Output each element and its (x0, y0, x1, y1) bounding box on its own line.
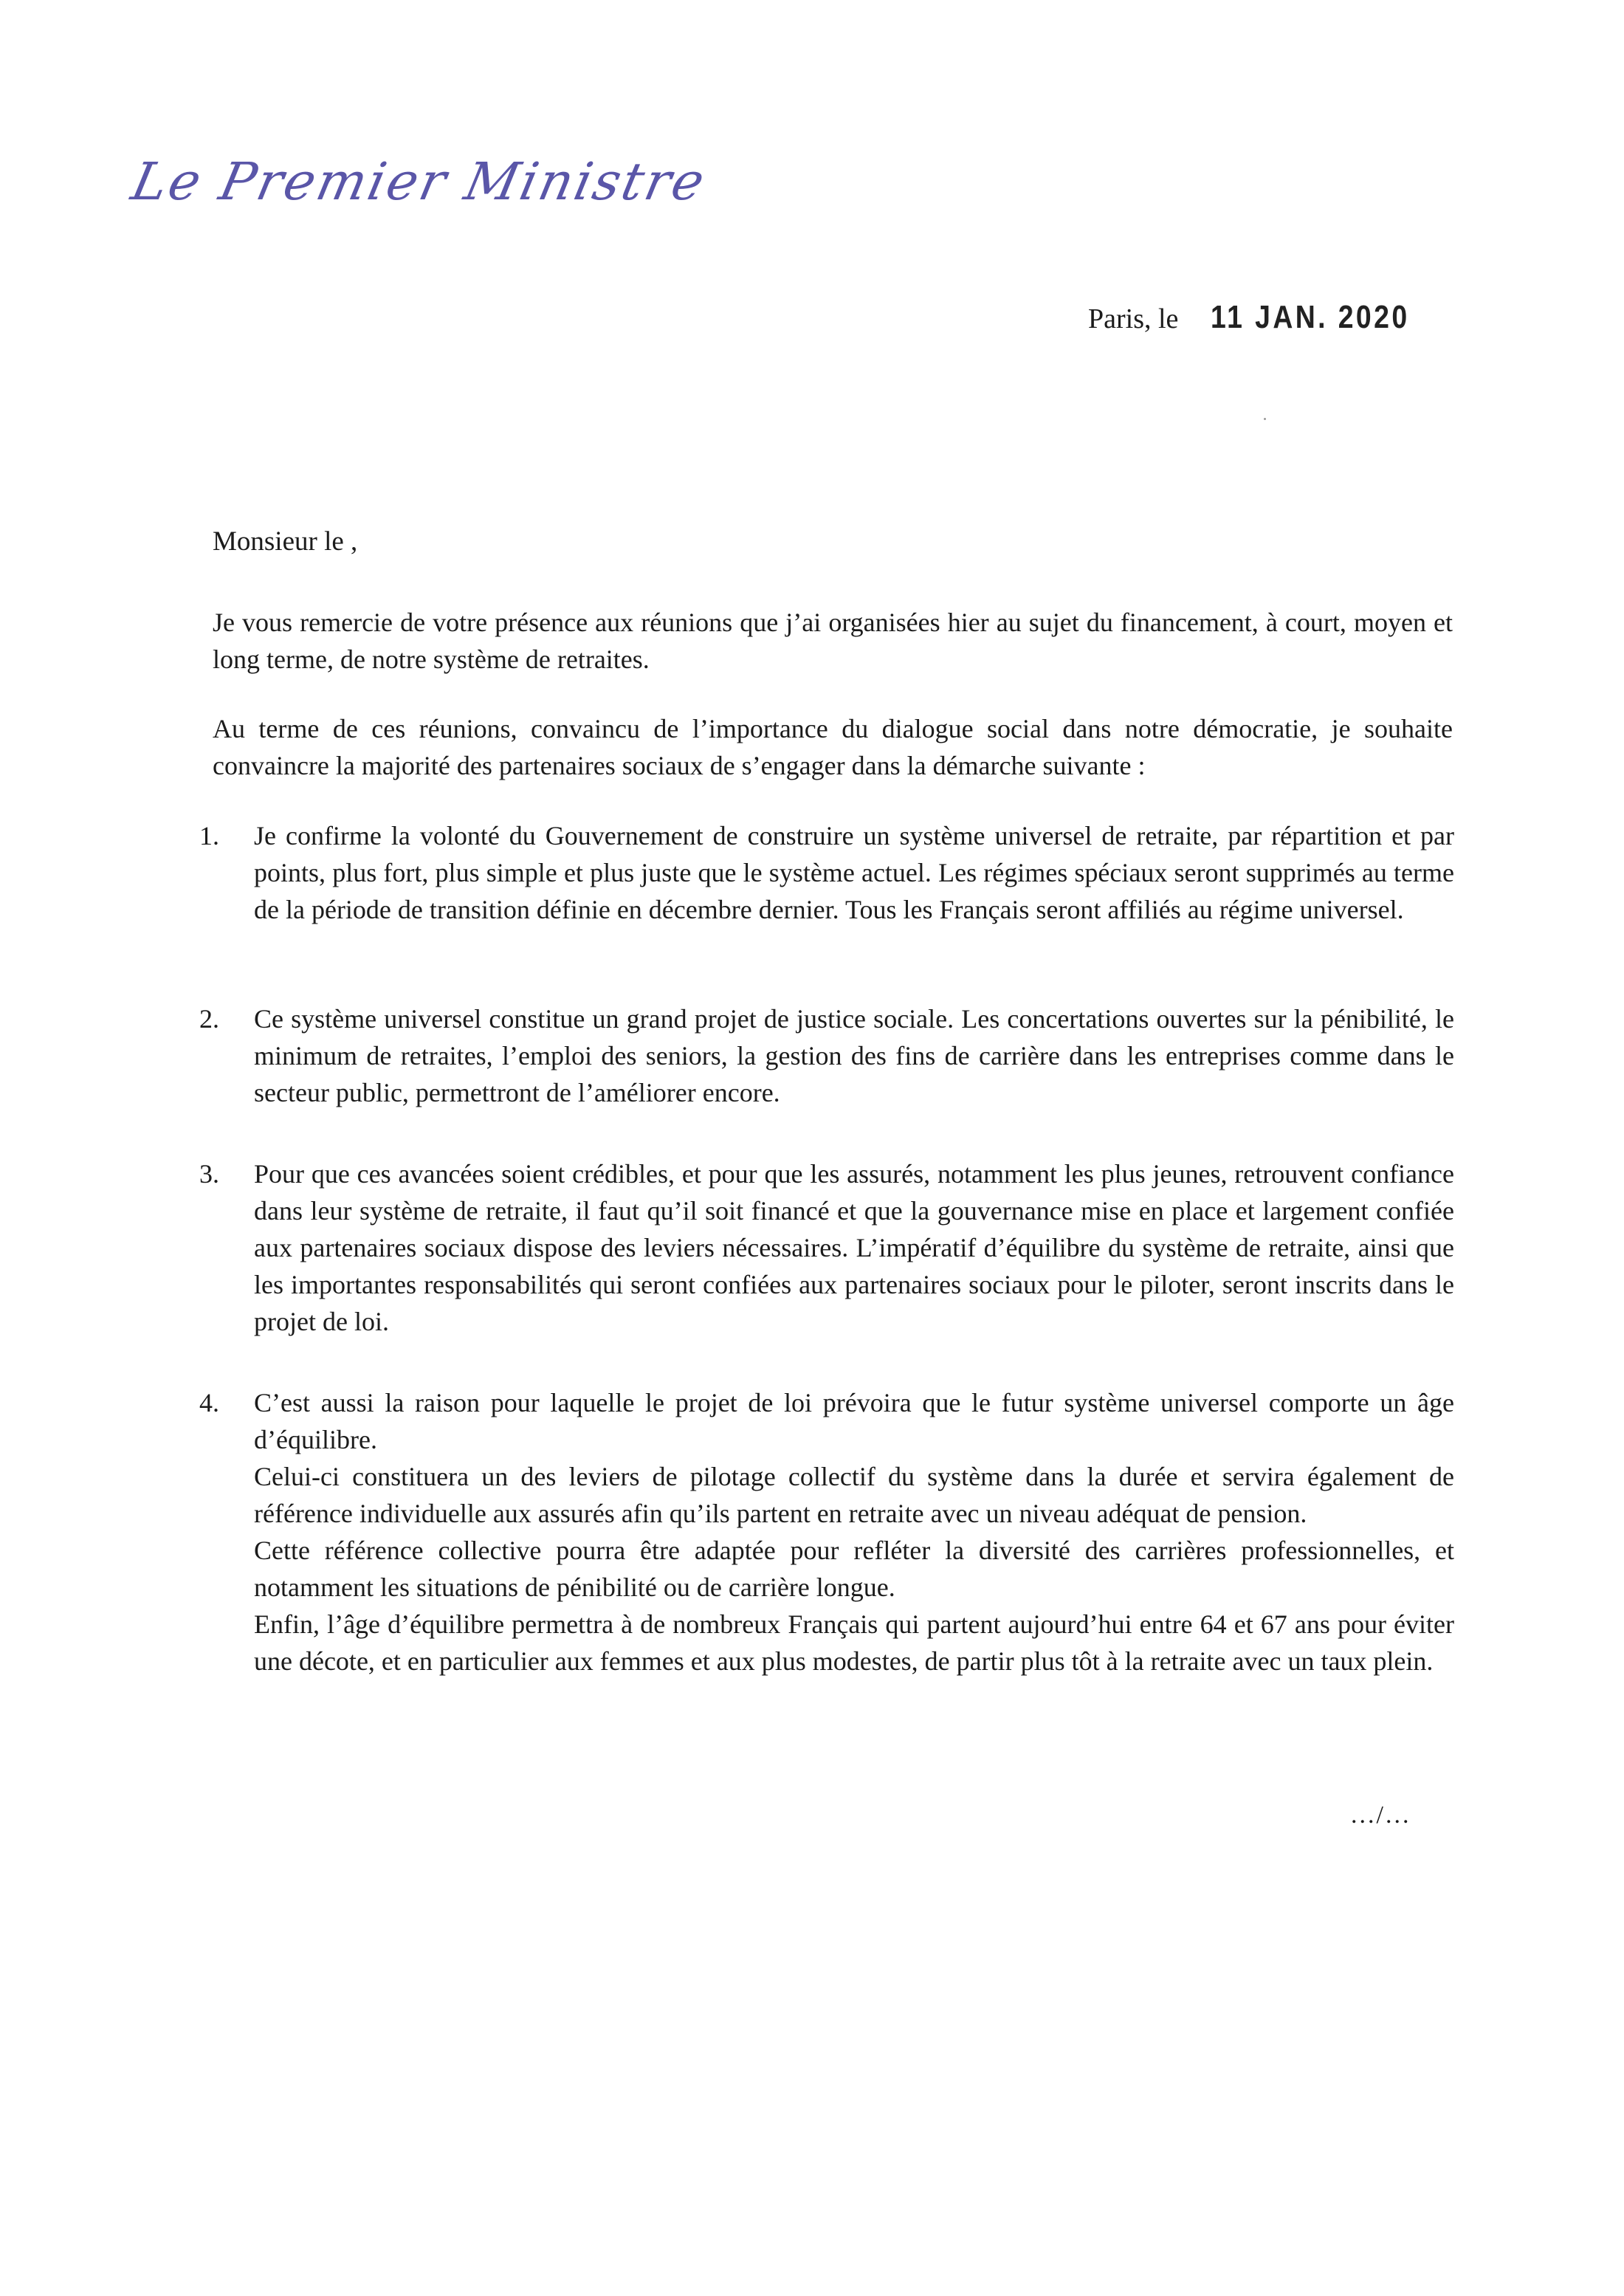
continued-marker: .../... (1351, 1801, 1411, 1829)
date-stamp: 11 JAN. 2020 (1211, 299, 1410, 335)
numbered-item-1 (199, 817, 1454, 928)
date-prefix: Paris, le (1088, 303, 1179, 334)
date-line (1088, 299, 1445, 336)
item-text: Je confirme la volonté du Gouvernement de construire un système universel de retraite, par répartition et par points, plus fort, plus simple et plus juste que le système actuel. Les régimes spéciaux seront supprimés au terme de la période de transition définie en décembre dernier. Tous les Français seront affiliés au régime universel. (254, 821, 1454, 924)
item-number: 2. (199, 1004, 219, 1034)
item-text: Ce système universel constitue un grand projet de justice sociale. Les concertations ouvertes sur la pénibilité, le minimum de retraites, l’emploi des seniors, la gestion des fins de carrière dans les entreprises comme dans le secteur public, permettront de l’améliorer encore. (254, 1004, 1454, 1107)
item-text: Pour que ces avancées soient crédibles, et pour que les assurés, notamment les plus jeunes, retrouvent confiance dans leur système de retraite, il faut qu’il soit financé et que la gouvernance mise en place et largement confiée aux partenaires sociaux dispose des leviers nécessaires. L’impératif d’équilibre du système de retraite, ainsi que les importantes responsabilités qui seront confiées aux partenaires sociaux pour le piloter, seront inscrits dans le projet de loi. (254, 1159, 1454, 1336)
item-number: 4. (199, 1388, 219, 1417)
paragraph-intro: Je vous remercie de votre présence aux réunions que j’ai organisées hier au sujet du financement, à court, moyen et long terme, de notre système de retraites. (213, 608, 1453, 674)
numbered-item-2 (199, 1000, 1454, 1111)
item-text: Enfin, l’âge d’équilibre permettra à de nombreux Français qui partent aujourd’hui entre 64 et 67 ans pour éviter une décote, et en particulier aux femmes et aux plus modestes, de partir plus tôt à la retraite avec un taux plein. (254, 1609, 1454, 1676)
numbered-item-3 (199, 1155, 1454, 1340)
item-number: 1. (199, 821, 219, 850)
salutation: Monsieur le , (213, 526, 358, 557)
paragraph-context: Au terme de ces réunions, convaincu de l’importance du dialogue social dans notre démocratie, je souhaite convaincre la majorité des partenaires sociaux de s’engager dans la démarche suivante : (213, 714, 1453, 780)
item-text: Celui-ci constituera un des leviers de pilotage collectif du système dans la durée et servira également de référence individuelle aux assurés afin qu’ils partent en retraite avec un niveau adéquat de pension. (254, 1462, 1454, 1528)
scan-speck (1264, 418, 1266, 420)
item-number: 3. (199, 1159, 219, 1189)
item-text: Cette référence collective pourra être adaptée pour refléter la diversité des carrières professionnelles, et notamment les situations de pénibilité ou de carrière longue. (254, 1536, 1454, 1602)
numbered-item-4 (199, 1384, 1454, 1680)
letterhead: Le Premier Ministre (126, 151, 712, 212)
item-text: C’est aussi la raison pour laquelle le projet de loi prévoira que le futur système universel comporte un âge d’équilibre. (254, 1388, 1454, 1454)
